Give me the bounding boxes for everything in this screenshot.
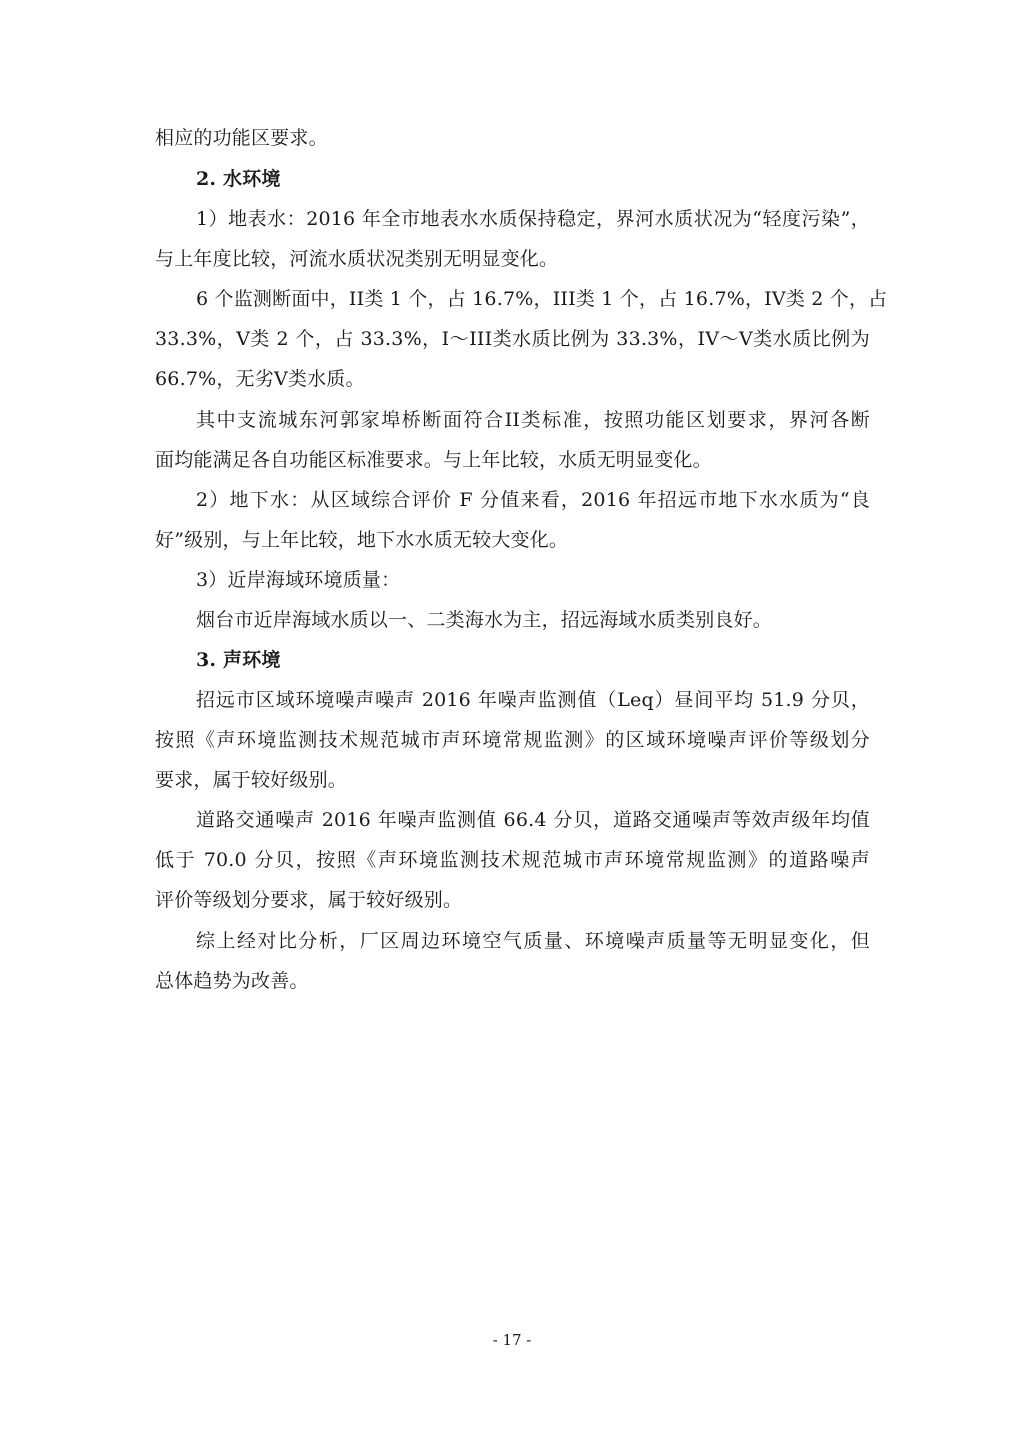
section-heading-sound: 3. 声环境 [196, 649, 281, 671]
text-line: 总体趋势为改善。 [155, 970, 309, 992]
text-line: 道路交通噪声 2016 年噪声监测值 66.4 分贝，道路交通噪声等效声级年均值 [196, 809, 870, 831]
page-number: - 17 - [492, 1331, 532, 1349]
text-line: 好”级别，与上年比较，地下水水质无较大变化。 [155, 529, 569, 551]
text-line: 66.7%，无劣V类水质。 [155, 368, 365, 390]
text-line: 2）地下水：从区域综合评价 F 分值来看，2016 年招远市地下水水质为“良 [196, 489, 870, 511]
text-line: 与上年度比较，河流水质状况类别无明显变化。 [155, 248, 559, 270]
text-line: 低于 70.0 分贝，按照《声环境监测技术规范城市声环境常规监测》的道路噪声 [155, 849, 870, 871]
text-line: 面均能满足各自功能区标准要求。与上年比较，水质无明显变化。 [155, 449, 712, 471]
text-line: 招远市区域环境噪声噪声 2016 年噪声监测值（Leq）昼间平均 51.9 分贝， [196, 689, 870, 711]
text-line: 评价等级划分要求，属于较好级别。 [155, 889, 463, 911]
text-line: 6 个监测断面中，II类 1 个，占 16.7%，III类 1 个，占 16.7%，IV类 2 个，占 [196, 288, 888, 310]
text-line: 要求，属于较好级别。 [155, 769, 348, 791]
text-line: 烟台市近岸海域水质以一、二类海水为主，招远海域水质类别良好。 [196, 609, 773, 631]
text-line: 其中支流城东河郭家埠桥断面符合II类标准，按照功能区划要求，界河各断 [196, 409, 870, 431]
text-line: 1）地表水：2016 年全市地表水水质保持稳定，界河水质状况为“轻度污染”， [196, 208, 870, 230]
text-line: 3）近岸海域环境质量： [196, 569, 401, 591]
section-heading-water: 2. 水环境 [196, 168, 281, 190]
text-line: 33.3%，V类 2 个，占 33.3%，I～III类水质比例为 33.3%，IV～V类水质比例为 [155, 328, 870, 350]
paragraph-continuation: 相应的功能区要求。 [155, 127, 328, 149]
text-line: 按照《声环境监测技术规范城市声环境常规监测》的区域环境噪声评价等级划分 [155, 729, 870, 751]
text-line: 综上经对比分析，厂区周边环境空气质量、环境噪声质量等无明显变化，但 [196, 930, 870, 952]
